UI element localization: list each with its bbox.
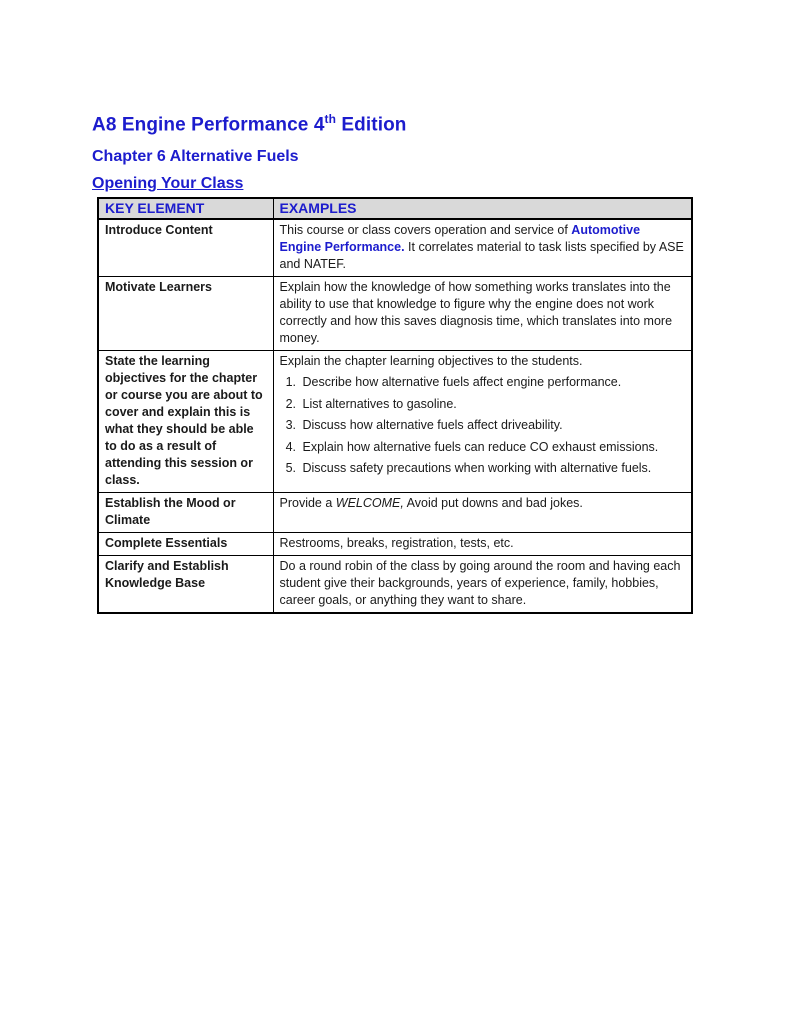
page-title-suffix: Edition [336,114,407,136]
table-row-establish-mood [98,493,692,533]
example-text: It correlates material to task lists specified by ASE and NATEF. [279,240,684,272]
objectives-list [280,374,686,477]
column-header-examples: EXAMPLES [273,198,692,219]
key-element-cell: State the learning objectives for the chapter or course you are about to cover and explain this is what they should be able to do as a result of attending this session or class. [98,351,273,493]
table-row-clarify-knowledge-base [98,556,692,614]
objective-item: 3. Discuss how alternative fuels affect driveability. [300,417,686,434]
key-element-cell: Clarify and Establish Knowledge Base [98,556,273,614]
examples-cell [273,493,692,533]
objective-item: 5. Discuss safety precautions when working with alternative fuels. [300,460,686,477]
examples-cell: Do a round robin of the class by going around the room and having each student give their backgrounds, years of experience, family, hobbies, career goals, or anything they want to share. [273,556,692,614]
page-title-superscript: th [324,112,337,126]
examples-cell: Explain how the knowledge of how something works translates into the ability to use that knowledge to figure why the engine does not work correctly and how this saves diagnosis time, which translates into more money. [273,277,692,351]
table-header-row [98,198,692,219]
example-text: Provide a [279,496,336,511]
examples-cell [273,351,692,493]
key-element-cell: Establish the Mood or Climate [98,493,273,533]
chapter-heading: Chapter 6 Alternative Fuels [92,148,299,166]
key-element-cell: Introduce Content [98,219,273,277]
examples-cell: Restrooms, breaks, registration, tests, etc. [273,533,692,556]
example-text: Avoid put downs and bad jokes. [403,496,583,511]
objectives-intro: Explain the chapter learning objectives to the students. [279,354,583,369]
example-italic-text: WELCOME, [335,496,404,511]
table-row-learning-objectives [98,351,692,493]
objective-item: 4. Explain how alternative fuels can reduce CO exhaust emissions. [300,439,686,456]
example-text: This course or class covers operation and service of [279,223,572,238]
objective-item: 1. Describe how alternative fuels affect engine performance. [300,374,686,391]
examples-cell [273,219,692,277]
table-row-introduce-content [98,219,692,277]
objective-item: 2. List alternatives to gasoline. [300,396,686,413]
section-heading: Opening Your Class [92,175,244,193]
example-highlighted-text: Automotive Engine Performance. [279,223,641,255]
column-header-key-element: KEY ELEMENT [98,198,273,219]
page-title [92,108,791,136]
page-title-main: A8 Engine Performance 4 [92,114,325,136]
table-row-complete-essentials [98,533,692,556]
key-element-cell: Complete Essentials [98,533,273,556]
opening-class-table [97,197,693,614]
key-element-cell: Motivate Learners [98,277,273,351]
table-row-motivate-learners [98,277,692,351]
